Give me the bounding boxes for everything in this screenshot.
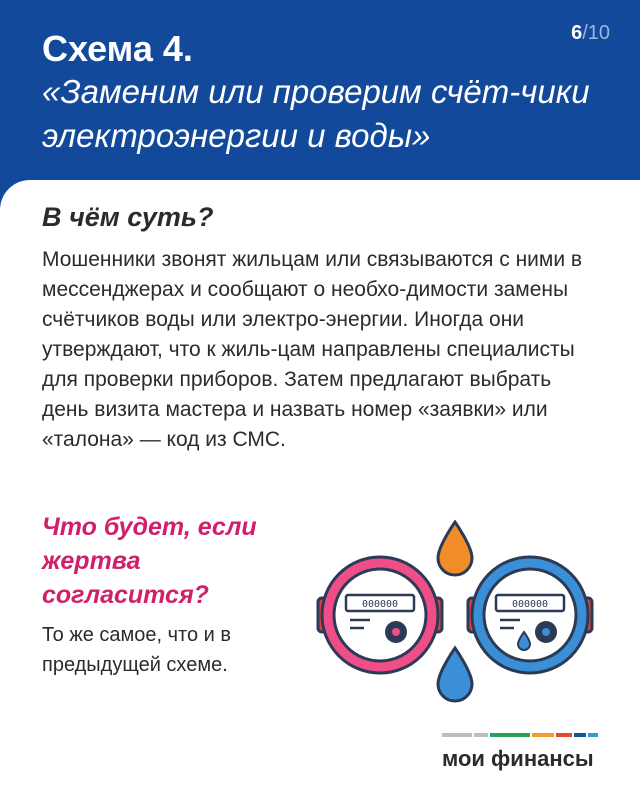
section-body-essence: Мошенники звонят жильцам или связываются с ними в мессенджерах и сообщают о необхо-димости замены счётчиков воды или электро-энергии. Иногда они утверждают, что к жиль-цам направлены специалисты для проверки приборов. Затем предлагают выбрать день визита мастера и назвать номер «заявки» или «талона» — код из СМС. xyxy=(42,248,583,451)
section-question-consequence: Что будет, если жертва согласится? xyxy=(42,513,257,609)
logo-bar xyxy=(588,733,598,737)
content-card xyxy=(0,180,640,800)
page-current: 6 xyxy=(571,22,583,44)
scheme-title: «Заменим или проверим счёт-чики электроэнергии и воды» xyxy=(42,73,590,154)
meter-digits-left: 000000 xyxy=(361,599,399,610)
logo-bars xyxy=(442,733,598,737)
logo-bar xyxy=(532,733,554,737)
section-body-consequence: То же самое, что и в предыдущей схеме. xyxy=(42,624,232,676)
page-counter xyxy=(571,22,610,45)
page-total: /10 xyxy=(582,22,610,44)
blue-drop-icon xyxy=(438,648,472,701)
logo-bar xyxy=(474,733,488,737)
orange-drop-icon xyxy=(438,522,472,575)
meters-illustration xyxy=(298,520,608,710)
water-meter-icon xyxy=(468,557,592,673)
scheme-number: Схема 4. xyxy=(42,28,193,69)
logo-bar xyxy=(574,733,586,737)
logo-text: мои финансы xyxy=(442,746,594,771)
logo-bar xyxy=(556,733,572,737)
electricity-meter-icon xyxy=(318,557,442,673)
logo-bar xyxy=(490,733,530,737)
header xyxy=(0,0,640,180)
meter-digits-right: 000000 xyxy=(511,599,549,610)
section-question-essence: В чём суть? xyxy=(42,202,214,232)
logo-bar xyxy=(442,733,472,737)
